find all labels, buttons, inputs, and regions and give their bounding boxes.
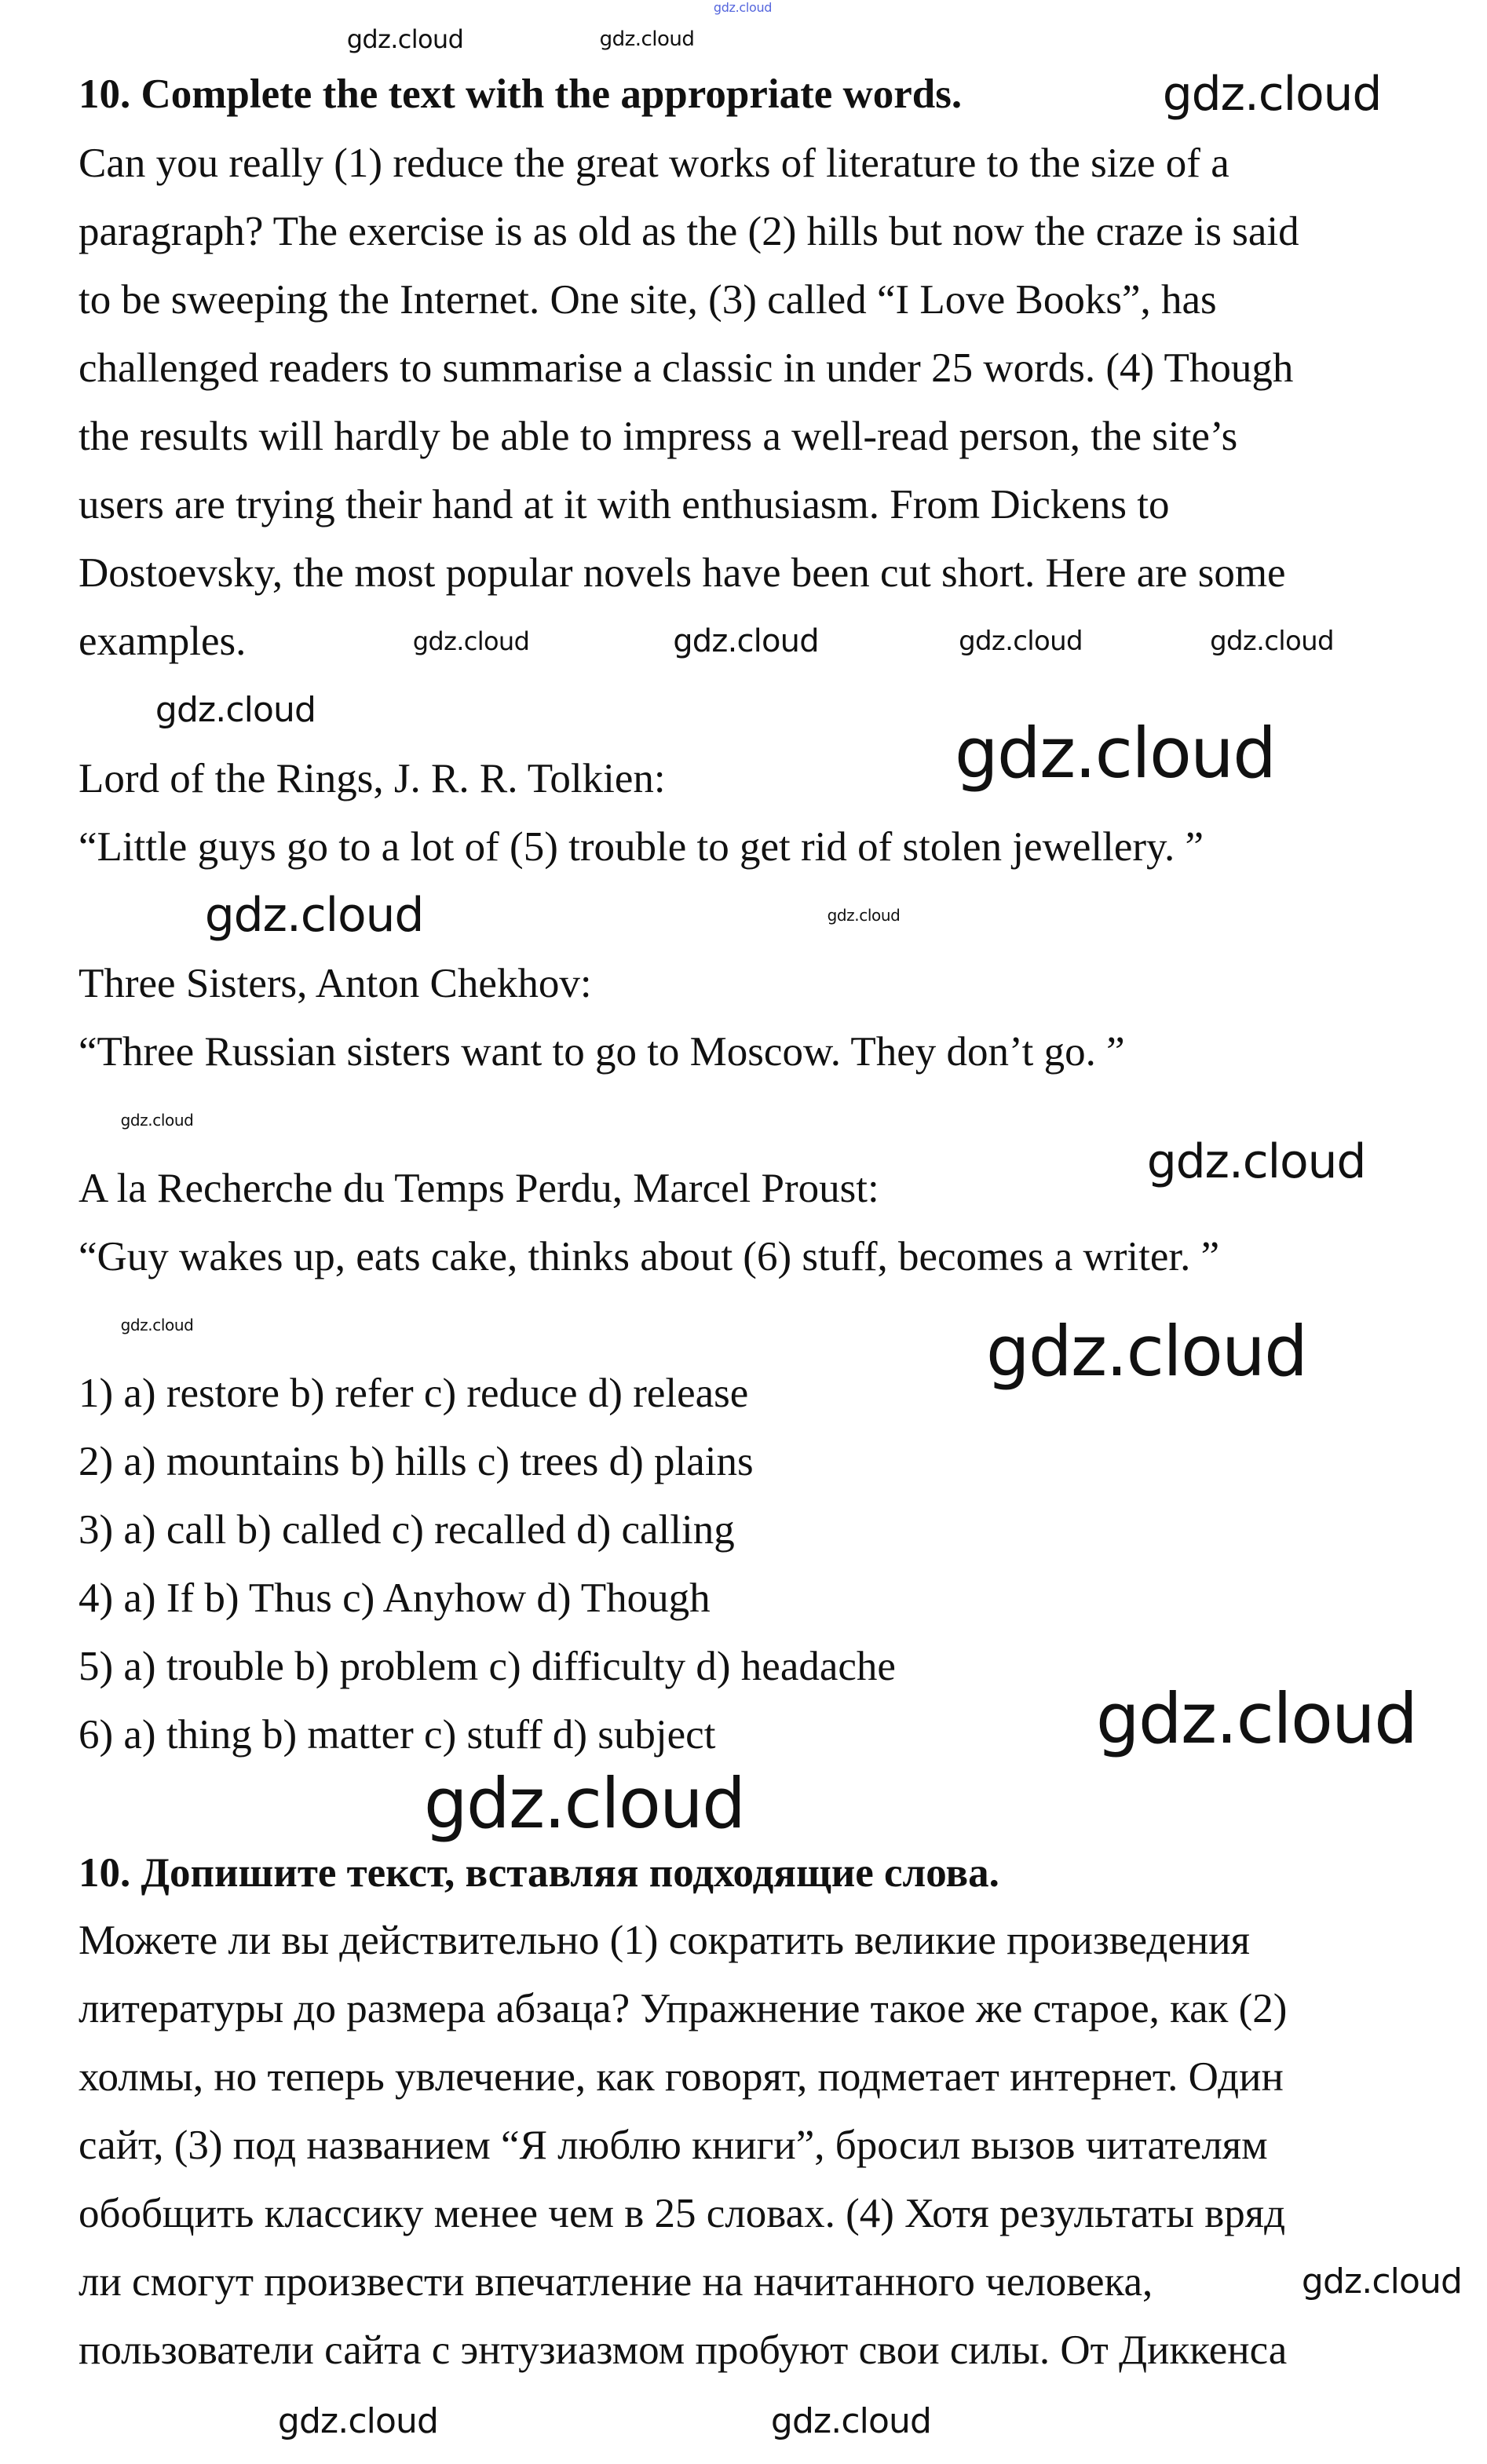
watermark: gdz.cloud — [346, 24, 464, 54]
paragraph-line-ru: обобщить классику менее чем в 25 словах. (4) Хотя результаты вряд — [79, 2191, 1286, 2236]
paragraph-line: Dostoevsky, the most popular novels have been cut short. Here are some — [79, 550, 1286, 596]
example-book: Three Sisters, Anton Chekhov: — [79, 961, 592, 1006]
exercise-title: 10. Complete the text with the appropriate words. — [79, 71, 963, 117]
paragraph-line: to be sweeping the Internet. One site, (3) called “I Love Books”, has — [79, 277, 1217, 323]
watermark: gdz.cloud — [985, 1311, 1307, 1392]
watermark: gdz.cloud — [1210, 626, 1334, 657]
watermark: gdz.cloud — [827, 906, 901, 925]
paragraph-line: Can you really (1) reduce the great works of literature to the size of a — [79, 141, 1229, 186]
paragraph-line-ru: литературы до размера абзаца? Упражнение такое же старое, как (2) — [79, 1986, 1288, 2031]
watermark: gdz.cloud — [673, 623, 819, 659]
watermark: gdz.cloud — [120, 1111, 194, 1130]
watermark: gdz.cloud — [599, 27, 695, 51]
example-book: A la Recherche du Temps Perdu, Marcel Proust: — [79, 1166, 879, 1211]
paragraph-line-ru: Можете ли вы действительно (1) сократить великие произведения — [79, 1918, 1250, 1963]
watermark: gdz.cloud — [277, 2401, 439, 2441]
paragraph-line: examples. — [79, 619, 247, 664]
watermark: gdz.cloud — [120, 1316, 194, 1334]
paragraph-line-ru: ли смогут произвести впечатление на начитанного человека, — [79, 2259, 1153, 2305]
paragraph-line: users are trying their hand at it with enthusiasm. From Dickens to — [79, 482, 1170, 527]
option-line: 3) a) call b) called c) recalled d) calling — [79, 1507, 735, 1553]
paragraph-line: paragraph? The exercise is as old as the (2) hills but now the craze is said — [79, 209, 1299, 254]
watermark: gdz.cloud — [423, 1763, 745, 1844]
option-line: 1) a) restore b) refer c) reduce d) release — [79, 1371, 749, 1416]
paragraph-line-ru: холмы, но теперь увлечение, как говорят, подметает интернет. Один — [79, 2054, 1284, 2100]
watermark: gdz.cloud — [954, 713, 1276, 794]
exercise-title-ru: 10. Допишите текст, вставляя подходящие слова. — [79, 1850, 999, 1896]
paragraph-line-ru: пользователи сайта с энтузиазмом пробуют свои силы. От Диккенса — [79, 2327, 1288, 2373]
watermark: gdz.cloud — [155, 690, 316, 730]
option-line: 4) a) If b) Thus c) Anyhow d) Though — [79, 1575, 711, 1621]
paragraph-line-ru: сайт, (3) под названием “Я люблю книги”, бросил вызов читателям — [79, 2123, 1268, 2168]
watermark: gdz.cloud — [412, 626, 530, 656]
watermark: gdz.cloud — [713, 0, 773, 15]
paragraph-line: the results will hardly be able to impress a well-read person, the site’s — [79, 414, 1238, 459]
example-quote: “Guy wakes up, eats cake, thinks about (6) stuff, becomes a writer. ” — [79, 1234, 1220, 1279]
watermark: gdz.cloud — [959, 626, 1083, 657]
option-line: 2) a) mountains b) hills c) trees d) plains — [79, 1439, 754, 1484]
paragraph-line: challenged readers to summarise a classic in under 25 words. (4) Though — [79, 345, 1294, 391]
example-book: Lord of the Rings, J. R. R. Tolkien: — [79, 756, 666, 801]
watermark: gdz.cloud — [204, 888, 424, 943]
watermark: gdz.cloud — [1301, 2261, 1463, 2302]
watermark: gdz.cloud — [1146, 1134, 1366, 1189]
watermark: gdz.cloud — [770, 2401, 932, 2441]
watermark: gdz.cloud — [1095, 1678, 1417, 1759]
example-quote: “Little guys go to a lot of (5) trouble to get rid of stolen jewellery. ” — [79, 824, 1204, 870]
option-line: 5) a) trouble b) problem c) difficulty d) headache — [79, 1644, 896, 1689]
example-quote: “Three Russian sisters want to go to Moscow. They don’t go. ” — [79, 1029, 1125, 1075]
watermark: gdz.cloud — [1162, 67, 1382, 122]
option-line: 6) a) thing b) matter c) stuff d) subject — [79, 1712, 716, 1758]
